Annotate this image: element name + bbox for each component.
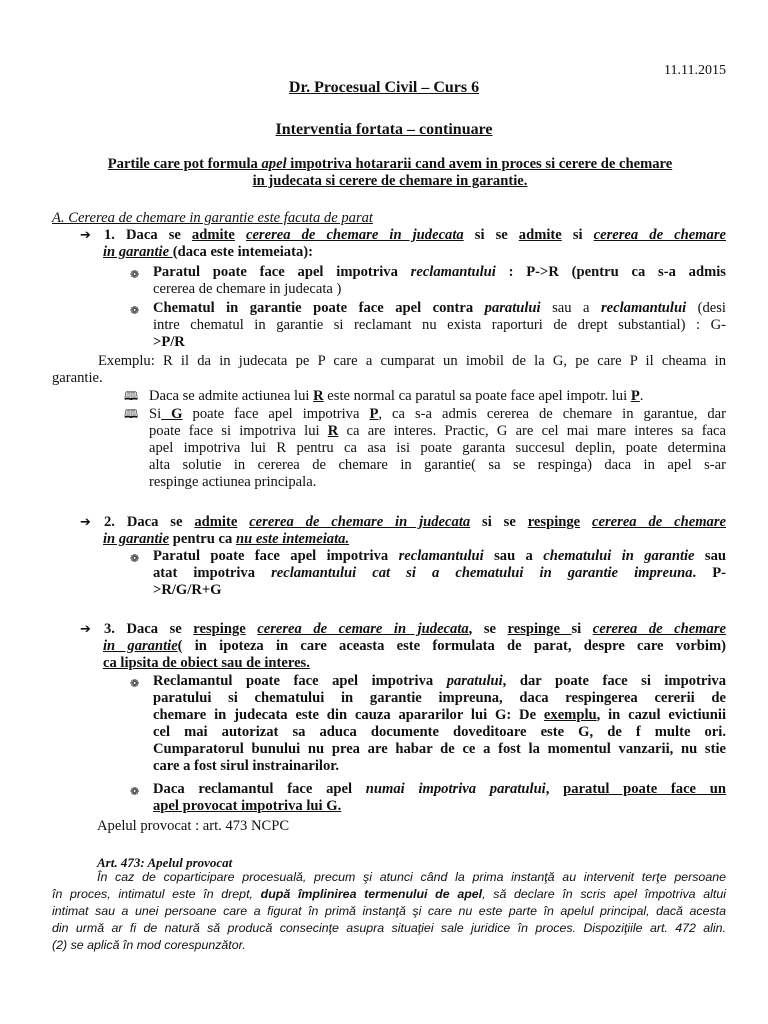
sun-bullet-icon: ❁ (130, 552, 140, 565)
open-book-icon: 🕮 (124, 389, 139, 403)
case-1-bullet-1: Paratul poate face apel impotriva reclamantului : P->R (pentru ca s-a admis cererea de chemare in judecata ) (153, 264, 726, 297)
case-1-bullet-2: Chematul in garantie poate face apel contra paratului sau a reclamantului (desi intre chematul in garantie si reclamant nu exista raporturi de drept substantial) : G- >P/R (153, 300, 726, 350)
page-title: Dr. Procesual Civil – Curs 6 (288, 79, 480, 96)
example: Exemplu: R il da in judecata pe P care a cumparat un imobil de la G, pe care P il cheama in garantie. (52, 353, 726, 386)
article-title: Art. 473: Apelul provocat (97, 855, 233, 870)
case-3: ➔ 3. Daca se respinge cererea de cemare in judecata, se respinge si cererea de chemare in garantie( in ipoteza in care aceasta este formulata de parat, despre care vorbim) ca lipsita de obiect sau de interes. (80, 621, 726, 671)
apel-provocat-ref: Apelul provocat : art. 473 NCPC (97, 818, 290, 834)
sun-bullet-icon: ❁ (130, 785, 140, 798)
example-point-1: Daca se admite actiunea lui R este normal ca paratul sa poate face apel impotr. lui P. (149, 388, 644, 404)
article-text: În caz de coparticipare procesuală, precum şi atunci când la prima instanţă au intervenit terţe persoane în proces, intimatul este în drept, după împlinirea termenului de apel, să declare în scris apel împotriva altui intimat sau a unei persoane care a figurat în primă instanţă şi care nu este parte în apelul principal, dacă acesta din urmă ar fi de natură să producă consecinţe asupra situaţiei sale juridice în proces. Dispoziţiile art. 472 alin. (2) se aplică în mod corespunzător. (52, 870, 726, 952)
example-point-2: Si G poate face apel impotriva P, ca s-a admis cererea de chemare in garantue, dar poate face si impotriva lui R ca are interes. Practic, G are cel mai mare interes sa faca apel impotriva lui R pentru ca asa isi poate garanta succesul deplin, poate determina alta solutie in cererea de chemare in garantie( sa se respinga) daca in apel s-ar respinge actiunea principala. (149, 406, 727, 490)
right-arrow-icon: ➔ (80, 515, 91, 530)
page-subtitle: Interventia fortata – continuare (275, 121, 493, 138)
section-a-heading: A. Cererea de chemare in garantie este facuta de parat (52, 210, 373, 226)
sun-bullet-icon: ❁ (130, 304, 140, 317)
case-1: ➔ 1. Daca se admite cererea de chemare in judecata si se admite si cererea de chemare in garantie (daca este intemeiata): (80, 227, 726, 260)
right-arrow-icon: ➔ (80, 622, 91, 637)
open-book-icon: 🕮 (124, 407, 139, 421)
case-2: ➔ 2. Daca se admite cererea de chemare in judecata si se respinge cererea de chemare in garantie pentru ca nu este intemeiata. (80, 514, 726, 547)
case-3-bullet-2: Daca reclamantul face apel numai impotriva paratului, paratul poate face un apel provocat impotriva lui G. (153, 781, 727, 814)
case-2-bullet-1: Paratul poate face apel impotriva reclamantului sau a chematului in garantie sau atat impotriva reclamantului cat si a chematului in garantie impreuna. P- >R/G/R+G (153, 548, 726, 598)
section-heading: Partile care pot formula apel impotriva hotararii cand avem in proces si cerere de chemare in judecata si cerere de chemare in garantie. (107, 156, 673, 189)
right-arrow-icon: ➔ (80, 228, 91, 243)
date: 11.11.2015 (664, 63, 726, 78)
sun-bullet-icon: ❁ (130, 268, 140, 281)
sun-bullet-icon: ❁ (130, 677, 140, 690)
case-3-bullet-1: Reclamantul poate face apel impotriva paratului, dar poate face si impotriva paratului si chematului in garantie impreuna, daca respingerea cererii de chemare in judecata este din cauza apararilor lui G: De exemplu, in cazul evictiunii cel mai autorizat sa aduca documente doveditoare este G, de f multe ori. Cumparatorul bunului nu prea are habar de ce a fost la momentul vanzarii, nu stie care a fost sirul instrainarilor. (153, 673, 726, 774)
